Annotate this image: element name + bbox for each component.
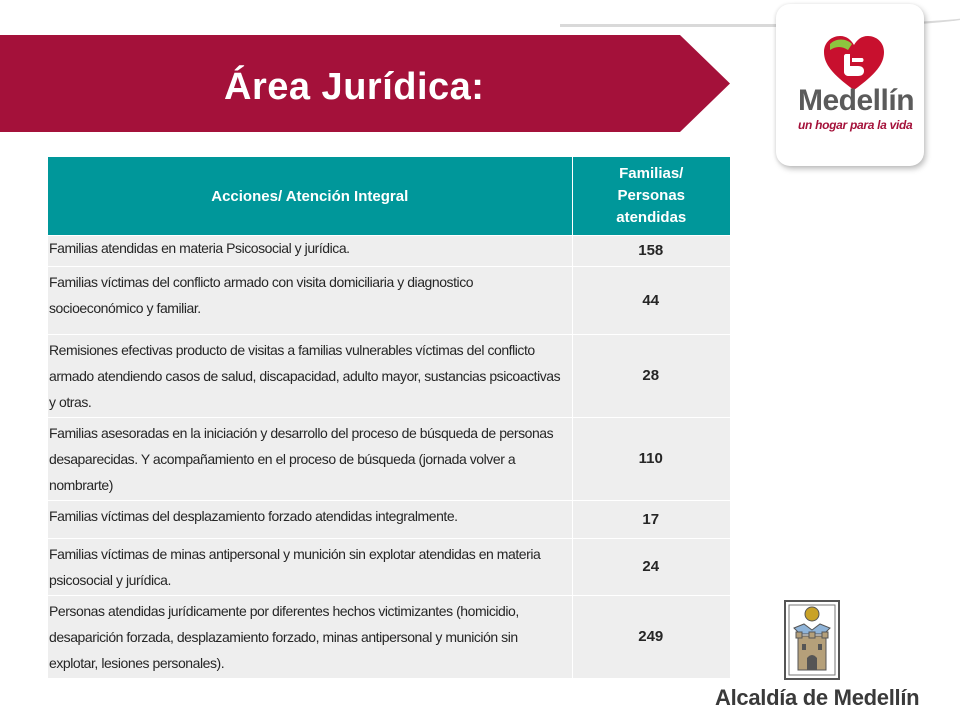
row-action: Familias víctimas del conflicto armado con visita domiciliaria y diagnostico socioeconómico y familiar. [48,267,572,335]
header-attended-line1: Familias/ [619,165,684,182]
row-action: Familias víctimas de minas antipersonal y munición sin explotar atendidas en materia psicosocial y jurídica. [48,539,572,596]
row-count: 44 [572,267,730,335]
header-attended [572,157,730,236]
row-action: Familias víctimas del desplazamiento forzado atendidas integralmente. [48,501,572,539]
row-count: 158 [572,236,730,267]
row-count: 28 [572,335,730,418]
table-row [48,335,730,418]
header-attended-line3: atendidas [616,209,687,226]
row-action: Personas atendidas jurídicamente por diferentes hechos victimizantes (homicidio, desaparición forzada, desplazamiento forzado, minas antipersonal y munición sin explotar, lesiones personales). [48,596,572,679]
table-row [48,236,730,267]
row-count: 249 [572,596,730,679]
alcaldia-label: Alcaldía de Medellín [715,685,920,710]
row-count: 17 [572,501,730,539]
table-header-row [48,157,730,236]
medellin-tagline: un hogar para la vida [798,118,913,132]
legal-area-table [48,157,730,678]
medellin-wordmark: Medellín [798,84,915,117]
table-row [48,418,730,501]
header-actions: Acciones/ Atención Integral [48,157,572,236]
medellin-coat-of-arms-icon [784,600,840,680]
row-action: Familias asesoradas en la iniciación y desarrollo del proceso de búsqueda de personas desaparecidas. Y acompañamiento en el proceso de búsqueda (jornada volver a nombrarte) [48,418,572,501]
table-row [48,501,730,539]
table-row [48,267,730,335]
row-action: Familias atendidas en materia Psicosocial y jurídica. [48,236,572,267]
table-row [48,539,730,596]
row-count: 110 [572,418,730,501]
header-attended-line2: Personas [617,187,686,204]
page-title: Área Jurídica: [224,66,485,108]
row-count: 24 [572,539,730,596]
row-action: Remisiones efectivas producto de visitas a familias vulnerables víctimas del conflicto armado atendiendo casos de salud, discapacidad, adulto mayor, sustancias psicoactivas y otras. [48,335,572,418]
table-row [48,596,730,679]
